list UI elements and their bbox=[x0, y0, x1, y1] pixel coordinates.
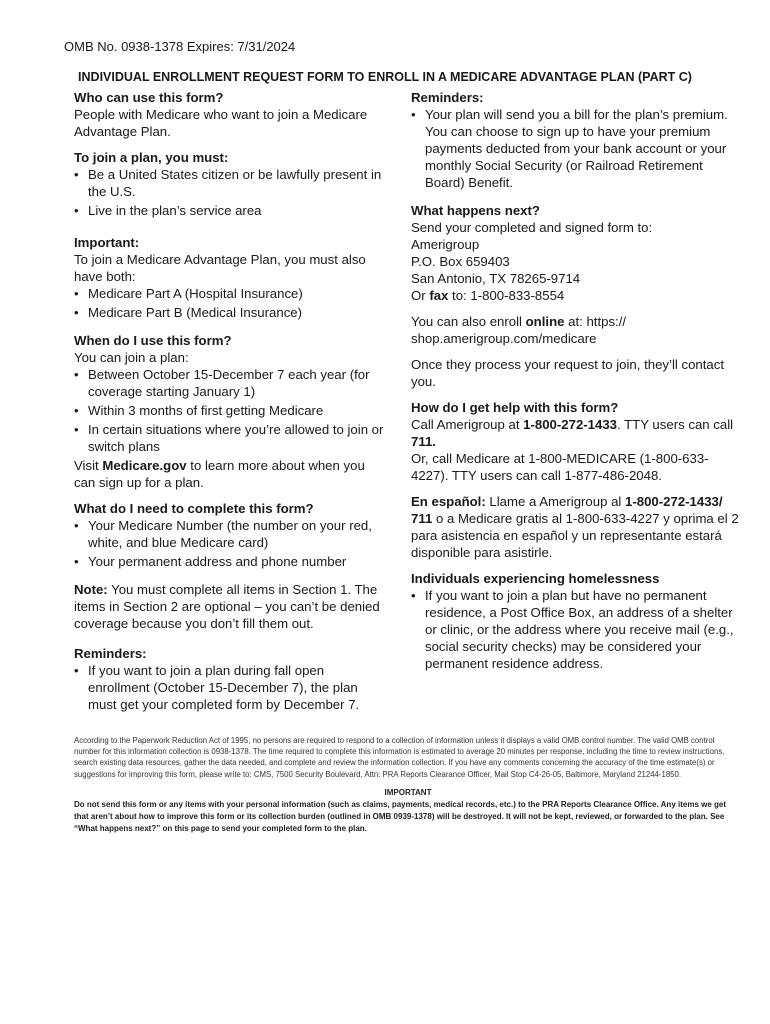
important-notice bbox=[74, 787, 742, 835]
medicare-help-text: Or, call Medicare at 1-800-MEDICARE (1-800-633-4227). TTY users can call 1-877-486-2048. bbox=[411, 451, 709, 483]
homeless-list bbox=[411, 587, 739, 672]
address-box: P.O. Box 659403 bbox=[411, 254, 510, 269]
list-item: • Between October 15-December 7 each year (for coverage starting January 1) bbox=[74, 366, 386, 400]
list-item: • In certain situations where you’re allowed to join or switch plans bbox=[74, 421, 386, 455]
omb-number: OMB No. 0938-1378 Expires: 7/31/2024 bbox=[64, 39, 296, 54]
visit-text: Visit Medicare.gov to learn more about when you can sign up for a plan. bbox=[74, 458, 365, 490]
when-text: You can join a plan: bbox=[74, 350, 189, 365]
list-item: • If you want to join a plan but have no permanent residence, a Post Office Box, an address of a shelter or clinic, or the address where you receive mail (e.g., social security checks) may be considered your permanent residence address. bbox=[411, 587, 739, 672]
list-item: • Your plan will send you a bill for the plan’s premium. You can choose to sign up to have your premium payments deducted from your bank account or your monthly Social Security (or Railroad Retirement Board) Benefit. bbox=[411, 106, 739, 191]
when-list bbox=[74, 366, 386, 455]
important-notice-text: Do not send this form or any items with your personal information (such as claims, payments, medical records, etc.) to the PRA Reports Clearance Office. Any items we get that aren’t about how to improve this form or its collection burden (outlined in OMB 0939-1378) will be destroyed. It will not be kept, reviewed, or forwarded to the plan. See “What happens next?” on this page to send your completed form to the plan. bbox=[74, 800, 727, 833]
important-notice-heading: IMPORTANT bbox=[384, 788, 432, 797]
online-text: You can also enroll online at: https:// shop.amerigroup.com/medicare bbox=[411, 314, 627, 346]
list-item: • Live in the plan’s service area bbox=[74, 202, 386, 219]
fax-text: Or fax to: 1-800-833-8554 bbox=[411, 288, 565, 303]
list-item: • Medicare Part B (Medical Insurance) bbox=[74, 304, 386, 321]
spanish-text: En español: Llame a Amerigroup al 1-800-272-1433/ 711 o a Medicare gratis al 1-800-633-4227 y oprima el 2 para asistencia en español y un representante estará disponible para asistirle. bbox=[411, 494, 739, 560]
list-item: • Your permanent address and phone number bbox=[74, 553, 386, 570]
note-text: Note: You must complete all items in Section 1. The items in Section 2 are optional – you can’t be denied coverage because you don’t fill them out. bbox=[74, 582, 380, 631]
process-text: Once they process your request to join, they’ll contact you. bbox=[411, 357, 724, 389]
left-column bbox=[74, 89, 386, 715]
right-reminders-heading: Reminders: bbox=[411, 90, 484, 105]
left-reminders-heading: Reminders: bbox=[74, 646, 147, 661]
send-text: Send your completed and signed form to: bbox=[411, 220, 653, 235]
when-heading: When do I use this form? bbox=[74, 333, 232, 348]
important-list bbox=[74, 285, 386, 321]
who-text: People with Medicare who want to join a Medicare Advantage Plan. bbox=[74, 107, 368, 139]
join-heading: To join a plan, you must: bbox=[74, 150, 229, 165]
homeless-heading: Individuals experiencing homelessness bbox=[411, 571, 660, 586]
list-item: • Be a United States citizen or be lawfully present in the U.S. bbox=[74, 166, 386, 200]
list-item: • Medicare Part A (Hospital Insurance) bbox=[74, 285, 386, 302]
help-phone: 1-800-272-1433 bbox=[523, 417, 618, 432]
help-text: Call Amerigroup at 1-800-272-1433. TTY users can call 711. bbox=[411, 417, 734, 449]
next-heading: What happens next? bbox=[411, 203, 540, 218]
list-item: • If you want to join a plan during fall open enrollment (October 15-December 7), the plan must get your completed form by December 7. bbox=[74, 662, 386, 713]
important-heading: Important: bbox=[74, 235, 140, 250]
form-title: INDIVIDUAL ENROLLMENT REQUEST FORM TO ENROLL IN A MEDICARE ADVANTAGE PLAN (PART C) bbox=[78, 70, 692, 84]
join-list bbox=[74, 166, 386, 219]
address-name: Amerigroup bbox=[411, 237, 480, 252]
need-heading: What do I need to complete this form? bbox=[74, 501, 314, 516]
important-text: To join a Medicare Advantage Plan, you must also have both: bbox=[74, 252, 366, 284]
need-list bbox=[74, 517, 386, 570]
paperwork-notice: According to the Paperwork Reduction Act of 1995, no persons are required to respond to a collection of information unless it displays a valid OMB control number. The valid OMB control number for this information collection is 0938-1378. The time required to complete this information is estimated to average 20 minutes per response, including the time to review instructions, search existing data resources, gather the data needed, and complete and review the information collection. If you have any comments concerning the accuracy of the time estimate(s) or suggestions for improving this form, please write to: CMS, 7500 Security Boulevard, Attn: PRA Reports Clearance Officer, Mail Stop C4-26-05, Baltimore, Maryland 21244-1850. bbox=[74, 736, 725, 779]
medicare-gov-text: Medicare.gov bbox=[102, 458, 187, 473]
left-reminders-list bbox=[74, 662, 386, 713]
help-heading: How do I get help with this form? bbox=[411, 400, 619, 415]
address-city: San Antonio, TX 78265-9714 bbox=[411, 271, 581, 286]
right-reminders-list bbox=[411, 106, 739, 191]
list-item: • Within 3 months of first getting Medicare bbox=[74, 402, 386, 419]
right-column bbox=[411, 89, 739, 674]
who-heading: Who can use this form? bbox=[74, 90, 224, 105]
list-item: • Your Medicare Number (the number on your red, white, and blue Medicare card) bbox=[74, 517, 386, 551]
